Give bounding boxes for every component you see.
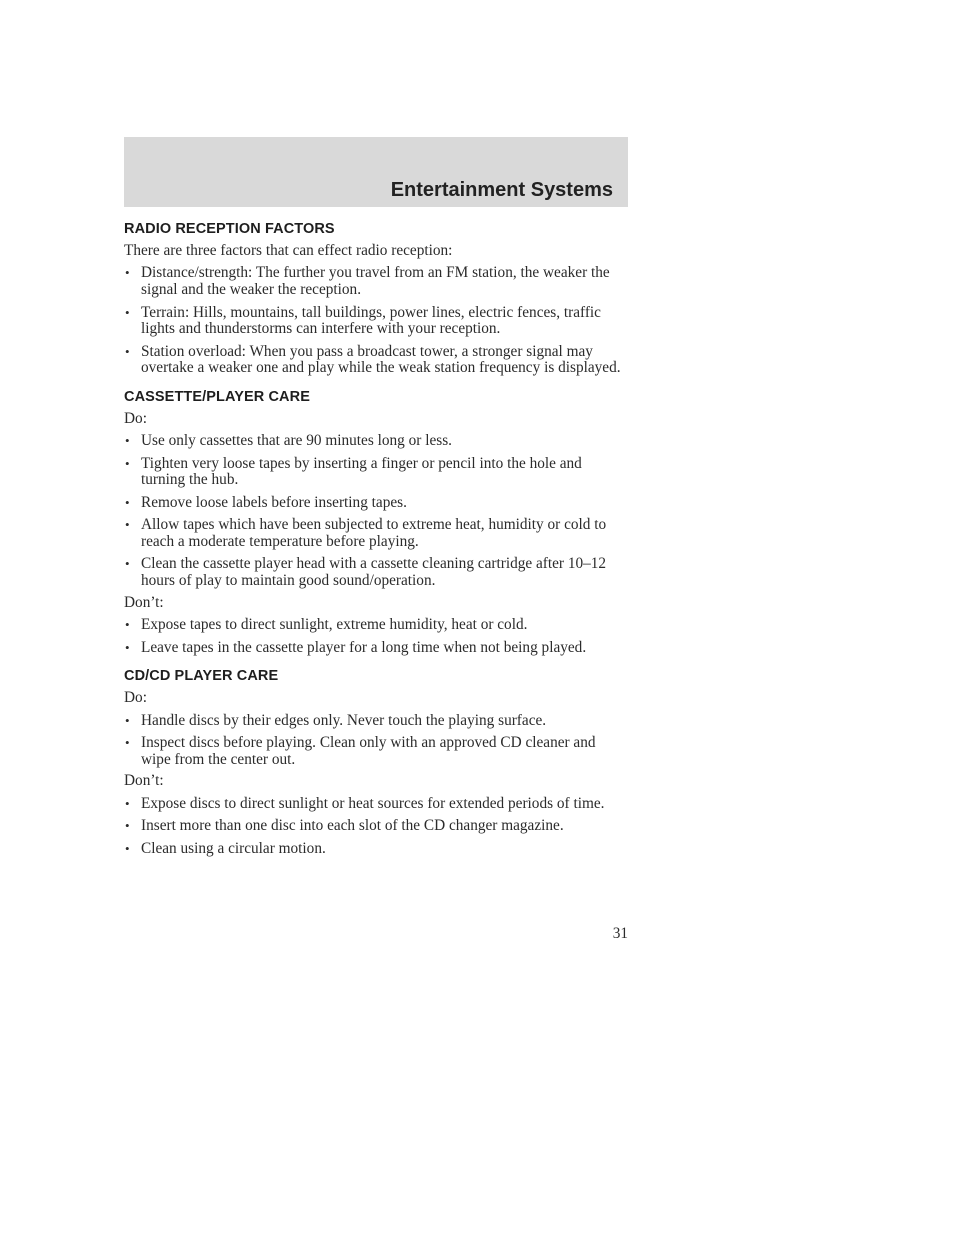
cassette-do-list (124, 433, 628, 589)
list-item (124, 617, 628, 634)
bullet-icon: • (125, 343, 130, 359)
cd-dont-list (124, 796, 628, 858)
cassette-dont-list (124, 617, 628, 656)
list-item (124, 796, 628, 813)
chapter-title: Entertainment Systems (390, 179, 613, 201)
list-item-text: Remove loose labels before inserting tapes. (141, 493, 407, 511)
list-item-text: Station overload: When you pass a broadcast tower, a stronger signal may overtake a weaker one and play while the weak station frequency is displayed. (141, 342, 621, 377)
list-item-text: Expose discs to direct sunlight or heat sources for extended periods of time. (141, 794, 605, 812)
list-item-text: Leave tapes in the cassette player for a long time when not being played. (141, 638, 587, 656)
bullet-icon: • (125, 617, 130, 633)
list-item-text: Use only cassettes that are 90 minutes long or less. (141, 432, 452, 450)
list-item (124, 713, 628, 730)
list-item (124, 456, 628, 489)
page-content (124, 219, 628, 857)
list-item-text: Inspect discs before playing. Clean only with an approved CD cleaner and wipe from the center out. (141, 734, 596, 768)
list-item (124, 433, 628, 450)
section-intro: There are three factors that can effect radio reception: (124, 242, 453, 259)
list-item (124, 841, 628, 858)
list-item-text: Insert more than one disc into each slot of the CD changer magazine. (141, 817, 564, 835)
list-item-text: Clean the cassette player head with a cassette cleaning cartridge after 10–12 hours of play to maintain good sound/operation. (141, 555, 607, 590)
chapter-header (124, 137, 628, 207)
bullet-icon: • (125, 494, 130, 510)
bullet-icon: • (125, 517, 130, 533)
list-item (124, 265, 628, 298)
list-item-text: Expose tapes to direct sunlight, extreme humidity, heat or cold. (141, 616, 528, 634)
bullet-icon: • (125, 818, 130, 834)
bullet-icon: • (125, 433, 130, 449)
dont-label: Don’t: (124, 593, 164, 611)
list-item-text: Handle discs by their edges only. Never touch the playing surface. (141, 711, 547, 729)
bullet-icon: • (125, 840, 130, 856)
list-item-text: Tighten very loose tapes by inserting a finger or pencil into the hole and turning the hub. (141, 454, 582, 489)
page-number: 31 (612, 925, 628, 942)
section-heading-cassette-care: CASSETTE/PLAYER CARE (124, 388, 310, 405)
bullet-icon: • (125, 712, 130, 728)
list-item (124, 344, 628, 377)
do-label: Do: (124, 409, 147, 427)
section-heading-cd-care: CD/CD PLAYER CARE (124, 668, 279, 685)
do-label: Do: (124, 689, 147, 707)
radio-factors-list (124, 265, 628, 376)
cd-do-list (124, 713, 628, 769)
list-item (124, 305, 628, 338)
dont-label: Don’t: (124, 772, 164, 790)
bullet-icon: • (125, 455, 130, 471)
bullet-icon: • (125, 304, 130, 320)
list-item-text: Terrain: Hills, mountains, tall buildings, power lines, electric fences, traffic lights and thunderstorms can interfere with your reception. (141, 303, 601, 338)
list-item (124, 818, 628, 835)
list-item-text: Distance/strength: The further you travel from an FM station, the weaker the signal and the weaker the reception. (141, 264, 610, 299)
bullet-icon: • (125, 795, 130, 811)
list-item (124, 495, 628, 512)
bullet-icon: • (125, 639, 130, 655)
bullet-icon: • (125, 735, 130, 751)
list-item-text: Clean using a circular motion. (141, 839, 326, 857)
bullet-icon: • (125, 265, 130, 281)
list-item (124, 556, 628, 589)
list-item (124, 517, 628, 550)
list-item-text: Allow tapes which have been subjected to extreme heat, humidity or cold to reach a moderate temperature before playing. (141, 516, 607, 550)
list-item (124, 735, 628, 768)
list-item (124, 640, 628, 657)
section-heading-radio-reception: RADIO RECEPTION FACTORS (124, 221, 335, 237)
bullet-icon: • (125, 556, 130, 572)
